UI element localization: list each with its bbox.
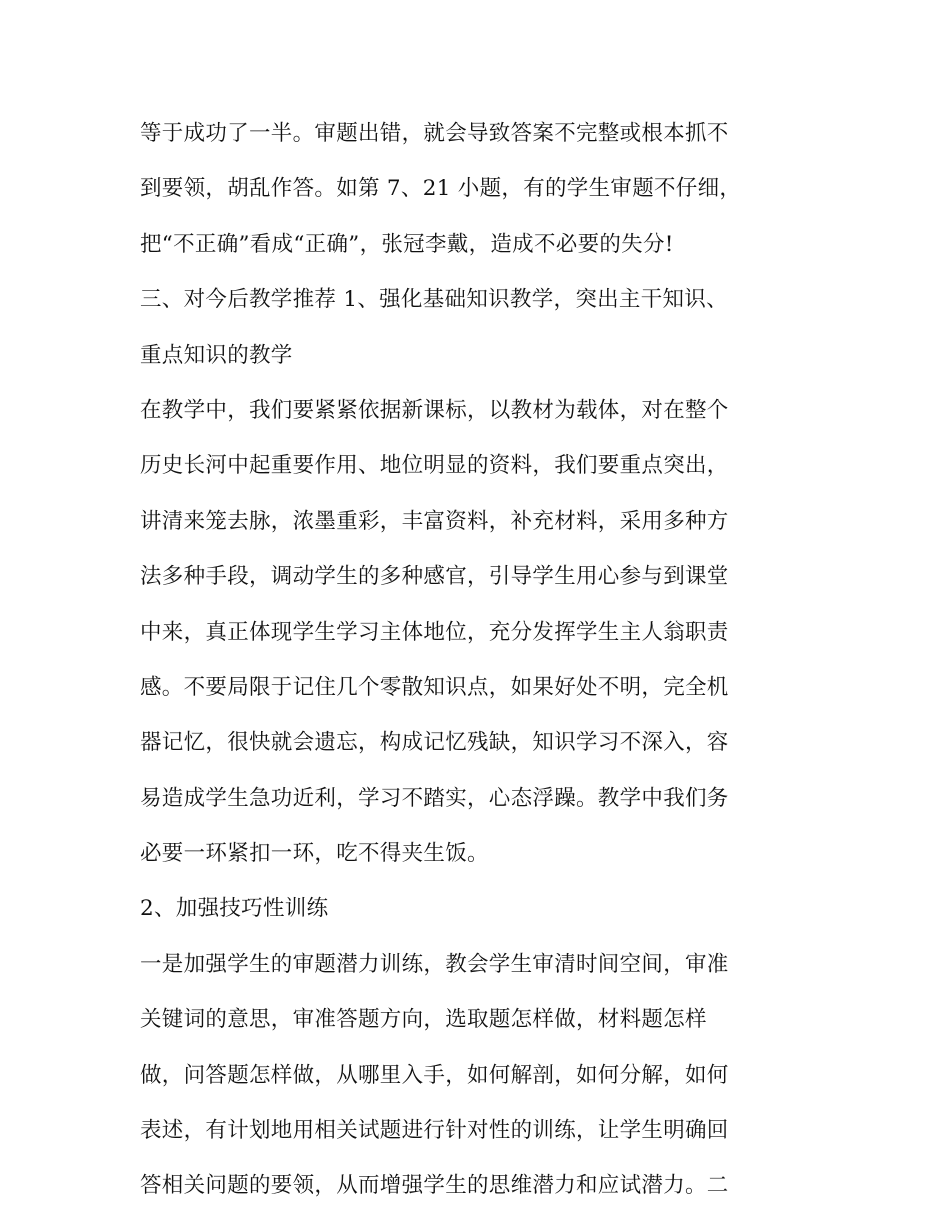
text-line: 感。不要局限于记住几个零散知识点，如果好处不明，完全机 bbox=[140, 674, 729, 700]
document-body bbox=[140, 106, 830, 1214]
section-heading-line: 三、对今后教学推荐 1、强化基础知识教学，突出主干知识、 bbox=[140, 287, 728, 313]
text-line: 必要一环紧扣一环，吃不得夹生饭。 bbox=[140, 841, 489, 867]
text-line: 把“不正确”看成“正确”，张冠李戴，造成不必要的失分! bbox=[140, 231, 674, 257]
text-line: 器记忆，很快就会遗忘，构成记忆残缺，知识学习不深入，容 bbox=[140, 730, 729, 756]
text-line: 表述，有计划地用相关试题进行针对性的训练，让学生明确回 bbox=[140, 1118, 729, 1144]
text-line: 答相关问题的要领，从而增强学生的思维潜力和应试潜力。二 bbox=[140, 1173, 729, 1199]
text-line: 到要领，胡乱作答。如第 7、21 小题，有的学生审题不仔细， bbox=[140, 176, 742, 202]
text-line: 关键词的意思，审准答题方向，选取题怎样做，材料题怎样 bbox=[140, 1007, 707, 1033]
section-heading-line: 重点知识的教学 bbox=[140, 342, 293, 368]
text-line: 易造成学生急功近利，学习不踏实，心态浮躁。教学中我们务 bbox=[140, 785, 729, 811]
text-line: 讲清来笼去脉，浓墨重彩，丰富资料，补充材料，采用多种方 bbox=[140, 508, 729, 534]
text-line: 做，问答题怎样做，从哪里入手，如何解剖，如何分解，如何 bbox=[140, 1062, 729, 1088]
text-line: 一是加强学生的审题潜力训练，教会学生审清时间空间，审准 bbox=[140, 951, 729, 977]
text-line: 法多种手段，调动学生的多种感官，引导学生用心参与到课堂 bbox=[140, 564, 729, 590]
text-line: 在教学中，我们要紧紧依据新课标，以教材为载体，对在整个 bbox=[140, 397, 729, 423]
text-line: 中来，真正体现学生学习主体地位，充分发挥学生主人翁职责 bbox=[140, 619, 729, 645]
text-line: 历史长河中起重要作用、地位明显的资料，我们要重点突出， bbox=[140, 453, 729, 479]
text-line: 等于成功了一半。审题出错，就会导致答案不完整或根本抓不 bbox=[140, 121, 729, 146]
subheading-line: 2、加强技巧性训练 bbox=[140, 896, 329, 922]
